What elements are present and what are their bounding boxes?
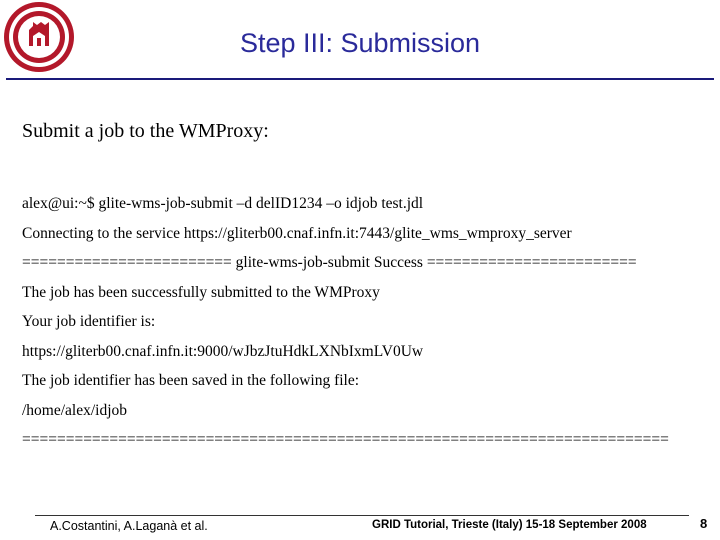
- connecting-line: Connecting to the service https://gliterb00.cnaf.infn.it:7443/glite_wms_wmproxy_server: [22, 224, 572, 242]
- success-banner-line: ======================== glite-wms-job-submit Success ========================: [22, 254, 637, 271]
- footer-authors: A.Costantini, A.Laganà et al.: [50, 519, 208, 533]
- page-number: 8: [700, 516, 708, 531]
- footer-divider: [35, 515, 689, 516]
- university-seal-icon: [2, 0, 76, 74]
- job-identifier-label-line: Your job identifier is:: [22, 313, 156, 330]
- slide-heading: Submit a job to the WMProxy:: [22, 120, 269, 142]
- job-identifier-url-line: https://gliterb00.cnaf.infn.it:9000/wJbzJtuHdkLXNbIxmLV0Uw: [22, 342, 424, 360]
- terminal-output: [22, 193, 712, 459]
- submitted-line: The job has been successfully submitted to the WMProxy: [22, 283, 380, 301]
- saved-file-label-line: The job identifier has been saved in the following file:: [22, 372, 360, 389]
- closing-rule-line: ==========================================================================: [22, 431, 669, 448]
- saved-file-path-line: /home/alex/idjob: [22, 401, 128, 419]
- footer-event: GRID Tutorial, Trieste (Italy) 15-18 September 2008: [372, 519, 647, 531]
- slide-title: Step III: Submission: [239, 28, 481, 58]
- title-divider: [6, 78, 714, 80]
- submit-command-line: alex@ui:~$ glite-wms-job-submit –d delID1234 –o idjob test.jdl: [22, 195, 424, 212]
